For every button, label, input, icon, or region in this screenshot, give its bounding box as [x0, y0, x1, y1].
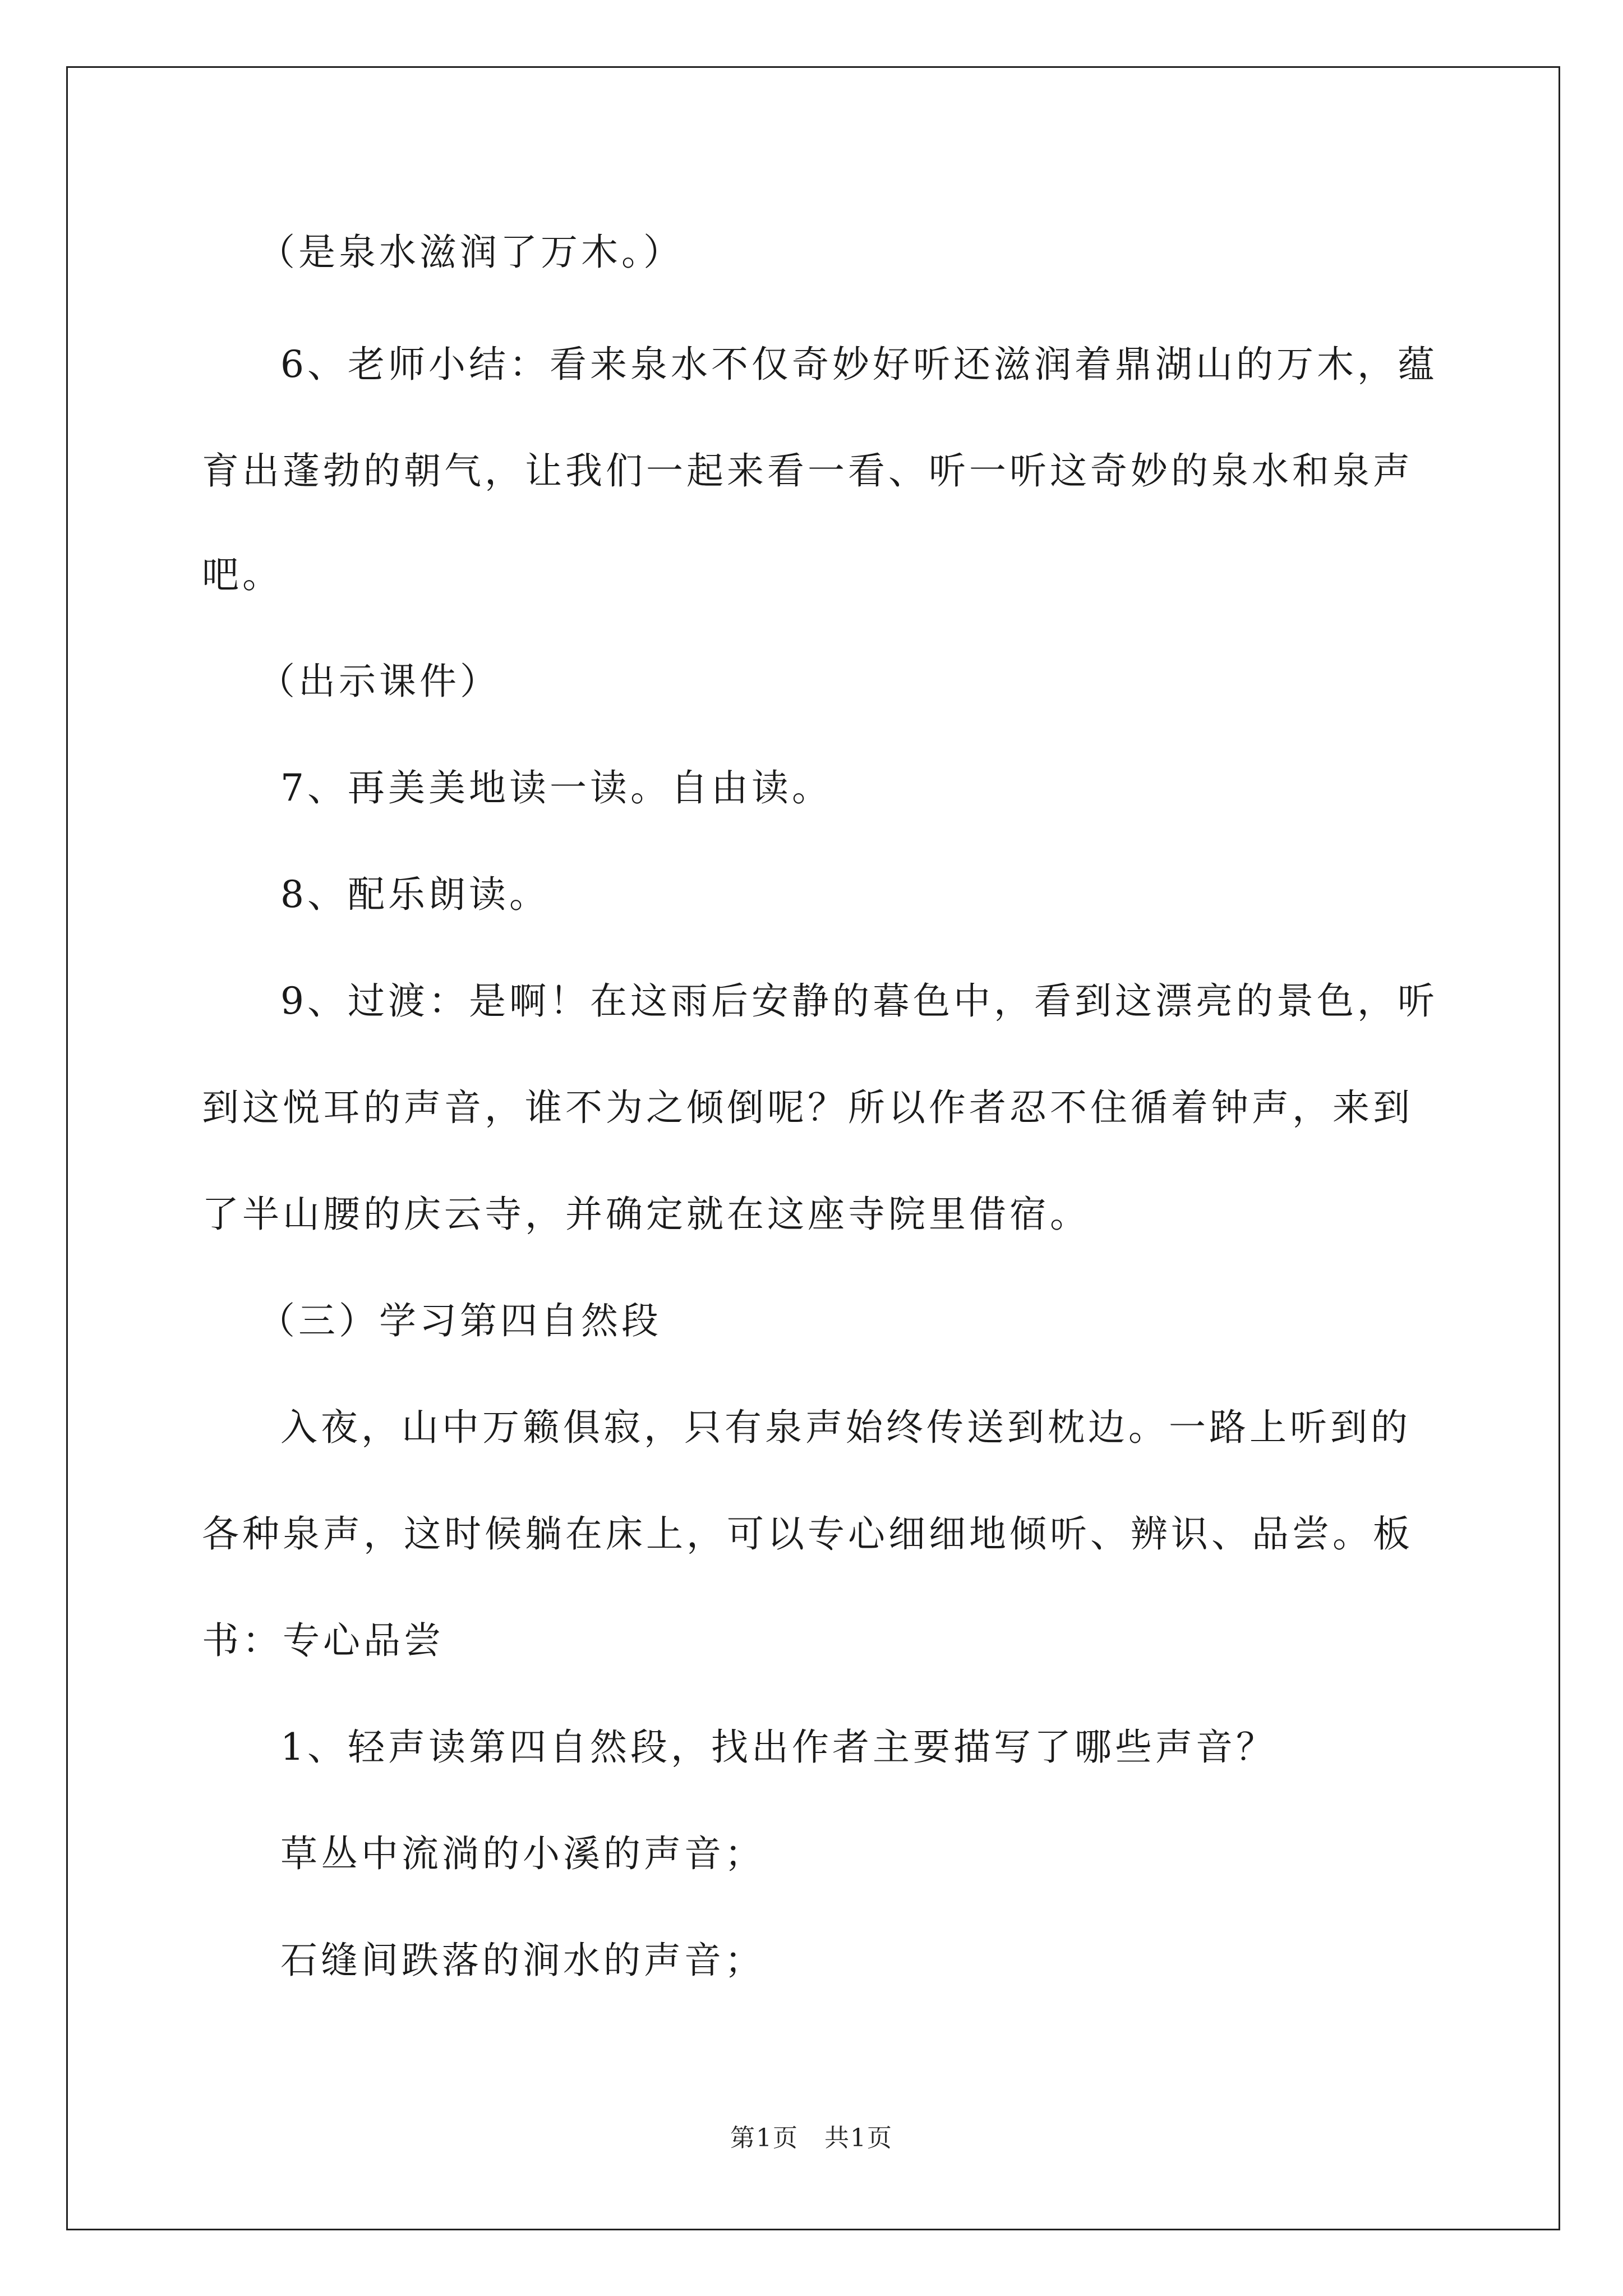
paragraph-line: 各种泉声，这时候躺在床上，可以专心细细地倾听、辨识、品尝。板 — [202, 1512, 1413, 1556]
paragraph-line: 育出蓬勃的朝气，让我们一起来看一看、听一听这奇妙的泉水和泉声 — [202, 449, 1413, 493]
paragraph-line: 到这悦耳的声音，谁不为之倾倒呢？所以作者忍不住循着钟声，来到 — [202, 1086, 1413, 1129]
paragraph-line: （是泉水滋润了万木。） — [258, 231, 684, 274]
paragraph-line: 9、过渡：是啊！在这雨后安静的暮色中，看到这漂亮的景色，听 — [280, 979, 1438, 1023]
paragraph-line: 了半山腰的庆云寺，并确定就在这座寺院里借宿。 — [202, 1193, 1090, 1236]
paragraph-line: 8、配乐朗读。 — [280, 873, 550, 916]
paragraph-line: 7、再美美地读一读。自由读。 — [280, 766, 832, 809]
paragraph-line: 入夜，山中万籁俱寂，只有泉声始终传送到枕边。一路上听到的 — [280, 1406, 1411, 1449]
section-heading: （三）学习第四自然段 — [258, 1299, 662, 1342]
page-border — [66, 66, 1560, 2230]
paragraph-line: 6、老师小结：看来泉水不仅奇妙好听还滋润着鼎湖山的万木，蕴 — [280, 343, 1438, 386]
paragraph-line: 吧。 — [202, 553, 283, 596]
paragraph-line: （出示课件） — [258, 660, 500, 703]
paragraph-line: 草丛中流淌的小溪的声音； — [280, 1832, 765, 1875]
paragraph-line: 书：专心品尝 — [202, 1619, 444, 1662]
paragraph-line: 1、轻声读第四自然段，找出作者主要描写了哪些声音？ — [280, 1726, 1276, 1769]
page-footer: 第1页 共1页 — [730, 2124, 893, 2152]
paragraph-line: 石缝间跌落的涧水的声音； — [280, 1939, 765, 1982]
